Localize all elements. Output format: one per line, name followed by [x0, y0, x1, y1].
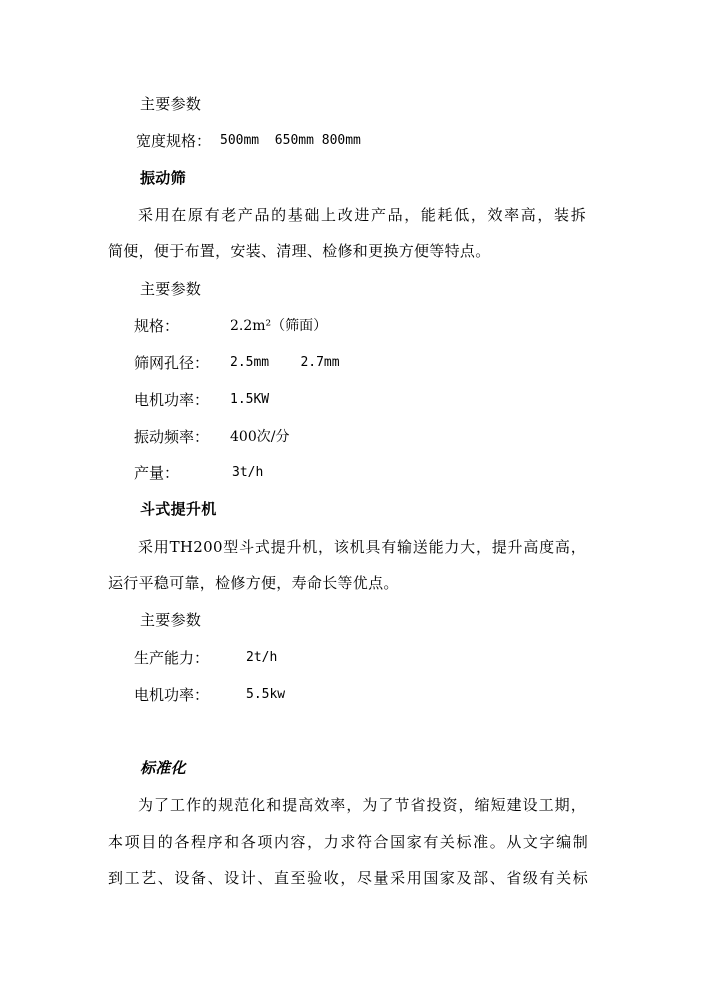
- params-heading-3: 主要参数: [140, 611, 202, 629]
- spec-label: 筛网孔径：: [134, 354, 210, 372]
- spec-label: 电机功率：: [134, 686, 210, 704]
- vibrating-screen-title: 振动筛: [140, 169, 186, 187]
- width-spec-label: 宽度规格：: [136, 132, 212, 150]
- spec-value: 1.5KW: [230, 392, 270, 407]
- params-heading-2: 主要参数: [140, 280, 202, 298]
- spec-label: 规格：: [134, 317, 180, 335]
- standardization-line3: 到工艺、设备、设计、直至验收，尽量采用国家及部、省级有关标: [108, 869, 588, 887]
- standardization-line1: 为了工作的规范化和提高效率，为了节省投资，缩短建设工期，: [138, 796, 586, 814]
- bucket-elevator-desc-line1: 采用TH200型斗式提升机，该机具有输送能力大，提升高度高，: [138, 538, 586, 556]
- bucket-elevator-desc-line2: 运行平稳可靠，检修方便，寿命长等优点。: [108, 574, 399, 592]
- vibrating-screen-desc-line2: 简便，便于布置，安装、清理、检修和更换方便等特点。: [108, 242, 491, 260]
- spec-value: 5.5kw: [246, 687, 286, 702]
- spec-value: 3t/h: [232, 465, 264, 480]
- params-heading-1: 主要参数: [140, 95, 202, 113]
- vibrating-screen-desc-line1: 采用在原有老产品的基础上改进产品，能耗低，效率高，装拆: [138, 206, 586, 224]
- spec-value: 2.2m²（筛面）: [230, 318, 328, 334]
- spec-value: 400次/分: [230, 429, 290, 445]
- standardization-title: 标准化: [140, 759, 186, 777]
- spec-value: 2.5mm 2.7mm: [230, 355, 340, 370]
- spec-label: 振动频率：: [134, 428, 210, 446]
- spec-value: 2t/h: [246, 650, 278, 665]
- width-spec-value: 500mm 650mm 800mm: [220, 133, 361, 148]
- spec-label: 产量：: [134, 464, 180, 482]
- bucket-elevator-title: 斗式提升机: [140, 500, 217, 518]
- spec-label: 电机功率：: [134, 391, 210, 409]
- spec-label: 生产能力：: [134, 649, 210, 667]
- standardization-line2: 本项目的各程序和各项内容，力求符合国家有关标准。从文字编制: [108, 833, 588, 851]
